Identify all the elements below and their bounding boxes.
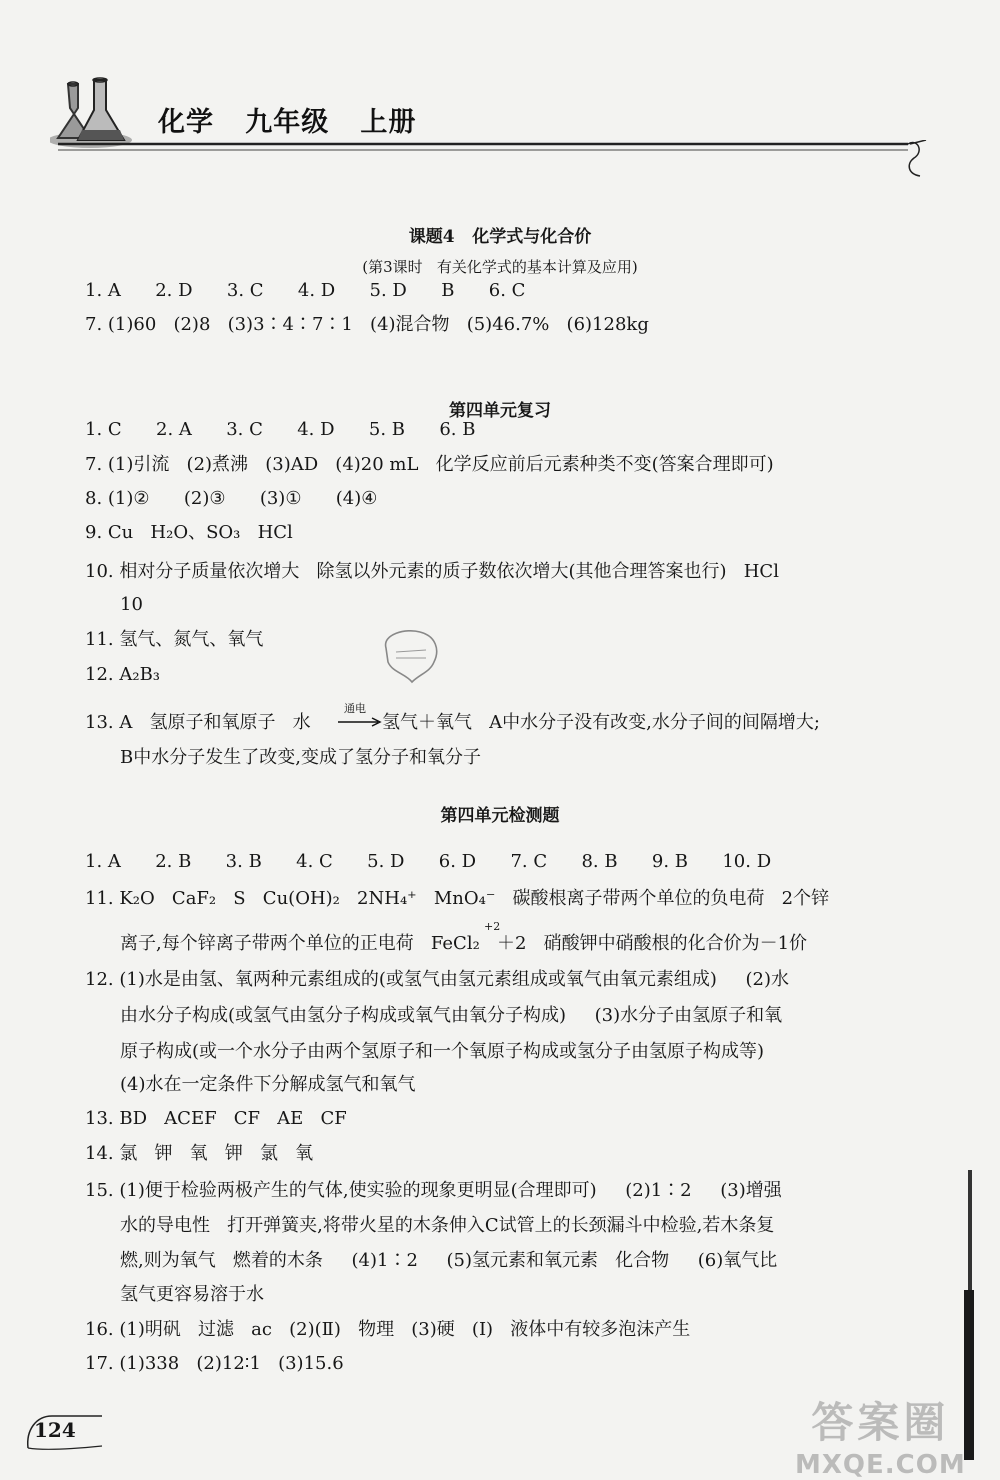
answer-line-continued: 离子,每个锌离子带两个单位的正电荷 FeCl₂ ＋2 硝酸钾中硝酸根的化合价为－1价 — [120, 933, 808, 954]
section-title-unit4-review: 第四单元复习 — [449, 401, 551, 421]
answer-line: 1. A 2. B 3. B 4. C 5. D 6. D 7. C 8. B 9. B 10. D — [85, 851, 772, 872]
section-title-lesson4: 课题4 化学式与化合价 — [408, 227, 592, 247]
arrow-condition-label: 通电 — [344, 702, 366, 715]
answer-line: 15. (1)便于检验两极产生的气体,使实验的现象更明显(合理即可) (2)1∶2 (3)增强 — [85, 1180, 782, 1201]
answer-line: 11. 氢气、氮气、氧气 — [85, 629, 264, 650]
answer-line: 17. (1)338 (2)12∶1 (3)15.6 — [85, 1353, 344, 1374]
answer-line: 9. Cu H₂O、SO₃ HCl — [85, 522, 293, 543]
reaction-arrow-icon — [338, 716, 382, 728]
answer-line-continued: 原子构成(或一个水分子由两个氢原子和一个氧原子构成或氢分子由氢原子构成等) — [120, 1041, 765, 1062]
flask-icon — [50, 74, 150, 150]
answer-line-continued: B中水分子发生了改变,变成了氢分子和氧分子 — [120, 747, 481, 768]
answer-line: 14. 氯 钾 氧 钾 氯 氧 — [85, 1143, 314, 1164]
page-number: 124 — [34, 1418, 76, 1442]
header-rule — [58, 140, 928, 180]
answer-line: 1. C 2. A 3. C 4. D 5. B 6. B — [85, 419, 476, 440]
answer-line: 11. K₂O CaF₂ S Cu(OH)₂ 2NH₄⁺ MnO₄⁻ 碳酸根离子带两个单位的负电荷 2个锌 — [85, 888, 830, 909]
answer-line-continued: (4)水在一定条件下分解成氢气和氧气 — [120, 1074, 416, 1095]
answer-line: 8. (1)② (2)③ (3)① (4)④ — [85, 488, 378, 509]
section-title-unit4-test: 第四单元检测题 — [440, 806, 560, 826]
answer-line: 16. (1)明矾 过滤 ac (2)(Ⅱ) 物理 (3)硬 (Ⅰ) 液体中有较多泡沫产生 — [85, 1319, 691, 1340]
answer-line: 12. (1)水是由氢、氧两种元素组成的(或氢气由氢元素组成或氧气由氧元素组成) (2)水 — [85, 969, 789, 990]
answer-line: 7. (1)引流 (2)煮沸 (3)AD (4)20 mL 化学反应前后元素种类不变(答案合理即可) — [85, 454, 774, 475]
answer-line-continued: 由水分子构成(或氢气由氢分子构成或氧气由氧分子构成) (3)水分子由氢原子和氧 — [120, 1005, 783, 1026]
page-header — [0, 0, 1000, 190]
watermark-logo: 答案圈 MXQE.COM — [795, 1398, 966, 1480]
answer-line: 10. 相对分子质量依次增大 除氢以外元素的质子数依次增大(其他合理答案也行) HCl — [85, 561, 779, 582]
valence-superscript: +2 — [484, 920, 501, 933]
answer-q13-part: 13. A 氢原子和氧原子 水 — [85, 712, 311, 733]
answer-q13-part: 氢气＋氧气 A中水分子没有改变,水分子间的间隔增大; — [382, 712, 820, 733]
answer-line-continued: 10 — [120, 594, 143, 615]
header-title: 化学 九年级 上册 — [158, 107, 417, 138]
answer-line: 13. BD ACEF CF AE CF — [85, 1108, 347, 1129]
stamp-mark — [380, 628, 442, 686]
answer-line-continued: 燃,则为氧气 燃着的木条 (4)1∶2 (5)氢元素和氧元素 化合物 (6)氧气比 — [120, 1250, 778, 1271]
answer-line: 1. A 2. D 3. C 4. D 5. D B 6. C — [85, 280, 526, 301]
answer-line-continued: 氢气更容易溶于水 — [120, 1284, 264, 1305]
section-subtitle-lesson3: (第3课时 有关化学式的基本计算及应用) — [362, 258, 638, 276]
answer-line-continued: 水的导电性 打开弹簧夹,将带火星的木条伸入C试管上的长颈漏斗中检验,若木条复 — [120, 1215, 775, 1236]
answer-line: 7. (1)60 (2)8 (3)3∶4∶7∶1 (4)混合物 (5)46.7% (6)128kg — [85, 314, 649, 335]
answer-line: 12. A₂B₃ — [85, 664, 161, 685]
